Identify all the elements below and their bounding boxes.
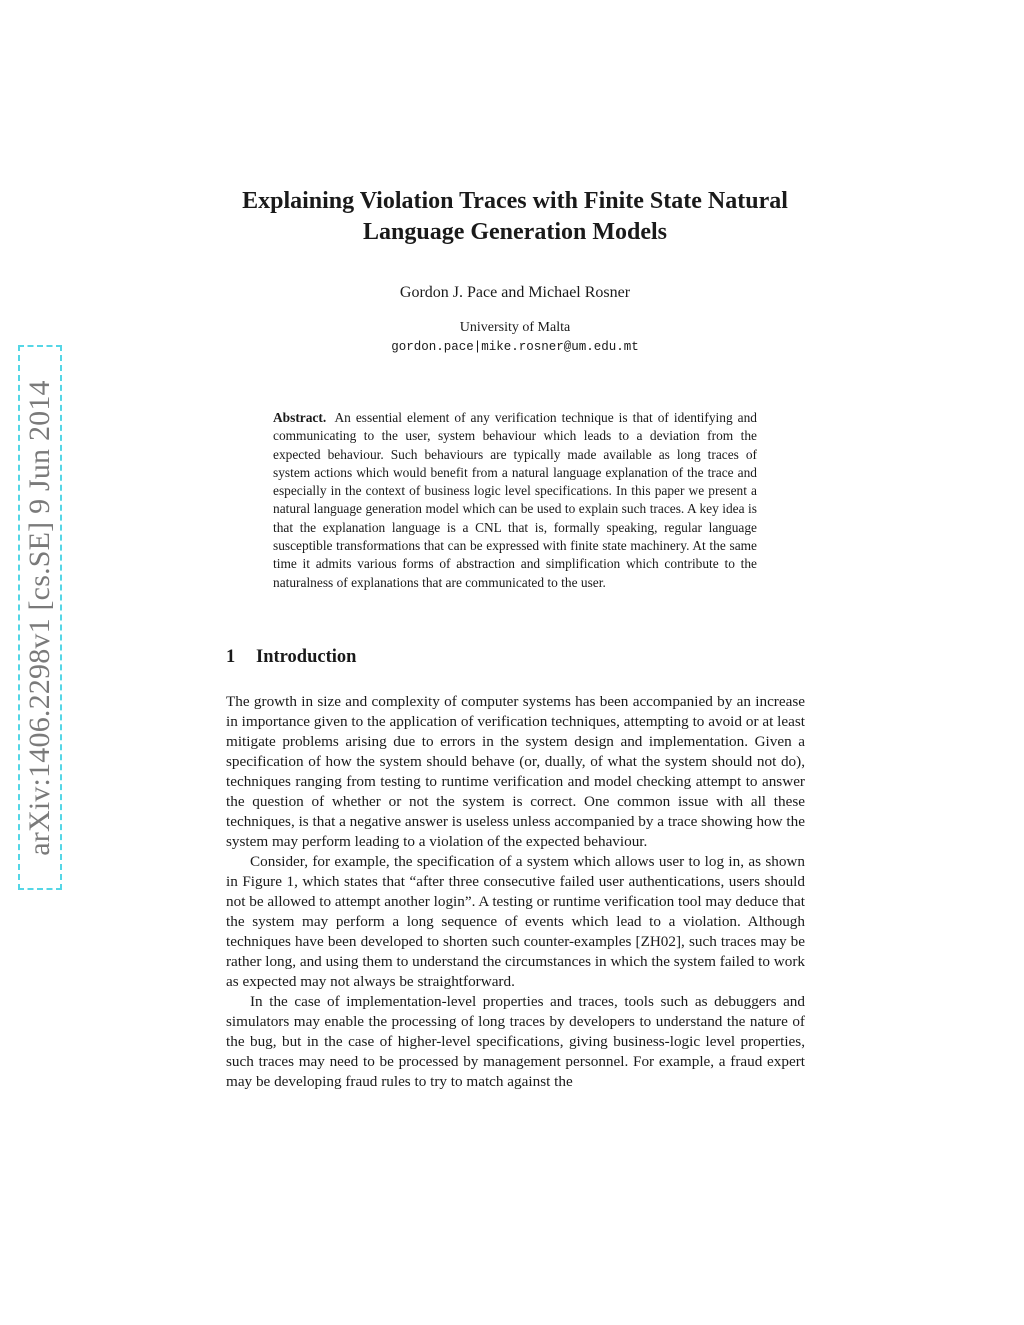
- section-number: 1: [226, 647, 236, 667]
- arxiv-stamp: [18, 345, 62, 890]
- paper-title: Explaining Violation Traces with Finite State Natural Language Generation Models: [242, 188, 788, 245]
- paragraph-3: In the case of implementation-level properties and traces, tools such as debuggers and simulators may enable the processing of long traces by developers to understand the nature of the bug, but in the case of higher-level specifications, giving business-logic level properties, such traces may need to be processed by management personnel. For example, a fraud expert may be developing fraud rules to try to match against the: [226, 993, 805, 1090]
- arxiv-identifier: arXiv:1406.2298v1 [cs.SE] 9 Jun 2014: [23, 379, 56, 856]
- section-body: [226, 692, 805, 1092]
- abstract: [273, 409, 757, 592]
- paper-email: gordon.pace|mike.rosner@um.edu.mt: [391, 340, 639, 354]
- paragraph-2: Consider, for example, the specification of a system which allows user to log in, as shown in Figure 1, which states that “after three consecutive failed user authentications, users should not be allowed to attempt another login”. A testing or runtime verification tool may deduce that the system may perform a long sequence of events which lead to a violation. Although techniques have been developed to shorten such counter-examples [ZH02], such traces may be rather long, and using them to understand the circumstances in which the system failed to work as expected may not always be straightforward.: [226, 853, 805, 990]
- paragraph-1: The growth in size and complexity of computer systems has been accompanied by an increase in importance given to the application of verification techniques, attempting to avoid or at least mitigate problems arising due to errors in the system design and implementation. Given a specification of how the system should behave (or, dually, of what the system should not do), techniques ranging from testing to runtime verification and model checking attempt to answer the question of whether or not the system is correct. One common issue with all these techniques, is that a negative answer is useless unless accompanied by a trace showing how the system may perform leading to a violation of the expected behaviour.: [226, 693, 805, 850]
- paper-affiliation: University of Malta: [459, 320, 571, 335]
- section-title: Introduction: [256, 647, 357, 667]
- paper-authors: Gordon J. Pace and Michael Rosner: [399, 284, 631, 301]
- abstract-label: Abstract.: [273, 410, 327, 425]
- section-heading: [226, 647, 356, 668]
- abstract-text: An essential element of any verification technique is that of identifying and communicating to the user, system behaviour which leads to a deviation from the expected behaviour. Such behaviours are typically made available as long traces of system actions which would benefit from a natural language explanation of the trace and especially in the context of business logic level specifications. In this paper we present a natural language generation model which can be used to explain such traces. A key idea is that the explanation language is a CNL that is, formally speaking, regular language susceptible transformations that can be expressed with finite state machinery. At the same time it admits various forms of abstraction and simplification which contribute to the naturalness of explanations that are communicated to the user.: [273, 410, 757, 590]
